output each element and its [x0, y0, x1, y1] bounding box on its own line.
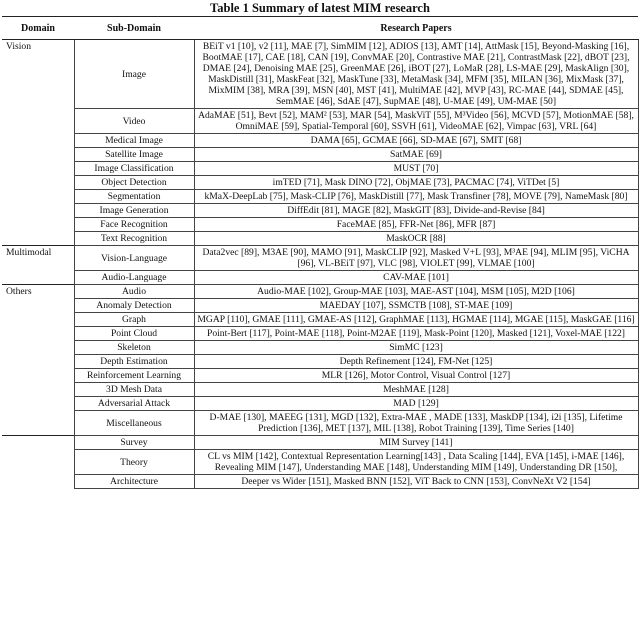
table-row: [2, 436, 638, 450]
papers-cell: Audio-MAE [102], Group-MAE [103], MAE-AST [104], MSM [105], M2D [106]: [194, 285, 638, 299]
table-row: [2, 176, 638, 190]
table-row: [2, 369, 638, 383]
papers-cell: CAV-MAE [101]: [194, 271, 638, 285]
subdomain-cell: Survey: [74, 436, 194, 450]
table-row: [2, 383, 638, 397]
table-row: [2, 271, 638, 285]
papers-cell: D-MAE [130], MAEEG [131], MGD [132], Extra-MAE , MADE [133], MaskDP [134], i2i [135], Lifetime Prediction [136], MET [137], MIL [138], Robot Training [139], Time Series [140]: [194, 411, 638, 436]
subdomain-cell: Satellite Image: [74, 148, 194, 162]
table-row: [2, 134, 638, 148]
table-row: [2, 355, 638, 369]
papers-cell: MAEDAY [107], SSMCTB [108], ST-MAE [109]: [194, 299, 638, 313]
table-body: [2, 40, 638, 489]
papers-cell: DAMA [65], GCMAE [66], SD-MAE [67], SMIT [68]: [194, 134, 638, 148]
header-papers: Research Papers: [194, 17, 638, 40]
table-row: [2, 341, 638, 355]
domain-cell: Vision: [2, 40, 74, 246]
papers-cell: Data2vec [89], M3AE [90], MAMO [91], MaskCLIP [92], Masked V+L [93], M³AE [94], MLIM [95], ViCHA [96], VL-BEiT [97], VLC [98], VIOLET [99], VLMAE [100]: [194, 246, 638, 271]
papers-cell: MIM Survey [141]: [194, 436, 638, 450]
papers-cell: CL vs MIM [142], Contextual Representation Learning[143] , Data Scaling [144], EVA [145], i-MAE [146], Revealing MIM [147], Understanding MAE [148], Understanding MIM [149], Understanding DR [150],: [194, 450, 638, 475]
subdomain-cell: Image Classification: [74, 162, 194, 176]
papers-cell: Deeper vs Wider [151], Masked BNN [152], ViT Back to CNN [153], ConvNeXt V2 [154]: [194, 475, 638, 489]
subdomain-cell: Miscellaneous: [74, 411, 194, 436]
subdomain-cell: Object Detection: [74, 176, 194, 190]
papers-cell: MLR [126], Motor Control, Visual Control [127]: [194, 369, 638, 383]
table-row: [2, 411, 638, 436]
papers-cell: SimMC [123]: [194, 341, 638, 355]
table-row: [2, 299, 638, 313]
papers-cell: MUST [70]: [194, 162, 638, 176]
table-row: [2, 109, 638, 134]
subdomain-cell: Audio: [74, 285, 194, 299]
subdomain-cell: Depth Estimation: [74, 355, 194, 369]
papers-cell: kMaX-DeepLab [75], Mask-CLIP [76], MaskDistill [77], Mask Transfiner [78], MOVE [79], NameMask [80]: [194, 190, 638, 204]
table-row: [2, 397, 638, 411]
papers-cell: MaskOCR [88]: [194, 232, 638, 246]
papers-cell: MAD [129]: [194, 397, 638, 411]
table-row: [2, 190, 638, 204]
subdomain-cell: Audio-Language: [74, 271, 194, 285]
table-header-row: [2, 17, 638, 40]
table-row: [2, 204, 638, 218]
subdomain-cell: 3D Mesh Data: [74, 383, 194, 397]
header-subdomain: Sub-Domain: [74, 17, 194, 40]
subdomain-cell: Skeleton: [74, 341, 194, 355]
subdomain-cell: Graph: [74, 313, 194, 327]
subdomain-cell: Image Generation: [74, 204, 194, 218]
subdomain-cell: Theory: [74, 450, 194, 475]
subdomain-cell: Text Recognition: [74, 232, 194, 246]
papers-cell: imTED [71], Mask DINO [72], ObjMAE [73], PACMAC [74], ViTDet [5]: [194, 176, 638, 190]
papers-cell: MGAP [110], GMAE [111], GMAE-AS [112], GraphMAE [113], HGMAE [114], MGAE [115], MaskGAE [116]: [194, 313, 638, 327]
papers-cell: SatMAE [69]: [194, 148, 638, 162]
subdomain-cell: Face Recognition: [74, 218, 194, 232]
subdomain-cell: Adversarial Attack: [74, 397, 194, 411]
header-domain: Domain: [2, 17, 74, 40]
table-row: [2, 232, 638, 246]
domain-cell: [2, 436, 74, 489]
domain-cell: Multimodal: [2, 246, 74, 285]
papers-cell: AdaMAE [51], Bevt [52], MAM² [53], MAR [54], MaskViT [55], M³Video [56], MCVD [57], MotionMAE [58], OmniMAE [59], Spatial-Temporal [60], SSVH [61], VideoMAE [62], Vimpac [63], VRL [64]: [194, 109, 638, 134]
mim-research-table: [2, 16, 639, 489]
table-row: [2, 285, 638, 299]
subdomain-cell: Point Cloud: [74, 327, 194, 341]
table-row: [2, 218, 638, 232]
table-caption: Table 1 Summary of latest MIM research: [210, 1, 430, 15]
subdomain-cell: Vision-Language: [74, 246, 194, 271]
table-row: [2, 162, 638, 176]
table-row: [2, 475, 638, 489]
subdomain-cell: Video: [74, 109, 194, 134]
subdomain-cell: Medical Image: [74, 134, 194, 148]
papers-cell: DiffEdit [81], MAGE [82], MaskGIT [83], Divide-and-Revise [84]: [194, 204, 638, 218]
subdomain-cell: Architecture: [74, 475, 194, 489]
papers-cell: Depth Refinement [124], FM-Net [125]: [194, 355, 638, 369]
papers-cell: BEiT v1 [10], v2 [11], MAE [7], SimMIM [12], ADIOS [13], AMT [14], AttMask [15], Beyond-Masking [16], BootMAE [17], CAE [18], CAN [19], ConvMAE [20], Contrastive MAE [21], ContrastMask [22], dBOT [23], DMAE [24], Denoising MAE [25], GreenMAE [26], iBOT [27], LoMaR [28], LS-MAE [29], MaskAlign [30], MaskDistill [31], MaskFeat [32], MaskTune [33], MetaMask [34], MFM [35], MILAN [36], MixMask [37], MixMIM [38], MRA [39], MSN [40], MST [41], MultiMAE [42], MVP [43], RC-MAE [44], SDMAE [45], SemMAE [46], SdAE [47], SupMAE [48], U-MAE [49], UM-MAE [50]: [194, 40, 638, 109]
papers-cell: FaceMAE [85], FFR-Net [86], MFR [87]: [194, 218, 638, 232]
subdomain-cell: Segmentation: [74, 190, 194, 204]
table-row: [2, 313, 638, 327]
table-row: [2, 40, 638, 109]
table-row: [2, 246, 638, 271]
subdomain-cell: Reinforcement Learning: [74, 369, 194, 383]
domain-cell: Others: [2, 285, 74, 436]
papers-cell: MeshMAE [128]: [194, 383, 638, 397]
table-row: [2, 327, 638, 341]
subdomain-cell: Anomaly Detection: [74, 299, 194, 313]
subdomain-cell: Image: [74, 40, 194, 109]
table-row: [2, 450, 638, 475]
papers-cell: Point-Bert [117], Point-MAE [118], Point-M2AE [119], Mask-Point [120], Masked [121], Voxel-MAE [122]: [194, 327, 638, 341]
table-row: [2, 148, 638, 162]
